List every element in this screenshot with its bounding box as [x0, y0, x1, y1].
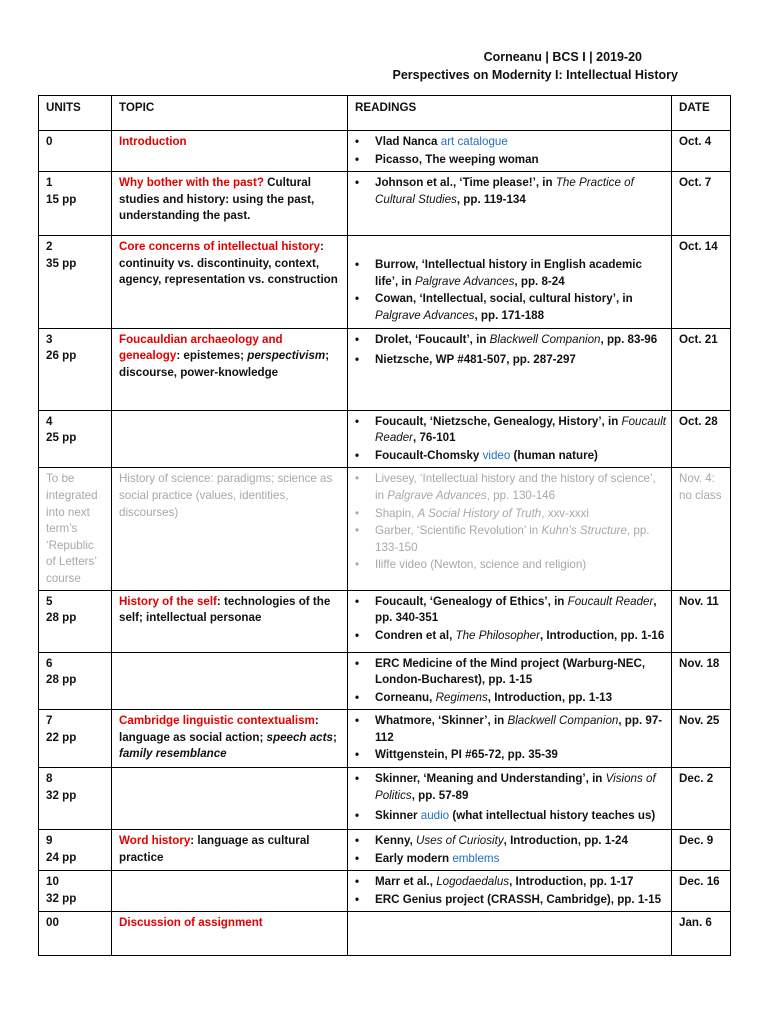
readings-cell [348, 172, 672, 236]
date-cell: Jan. 6 [672, 912, 731, 956]
unit-cell: 1 15 pp [39, 172, 112, 236]
reading-item: • Wittgenstein, PI #65-72, pp. 35-39 [355, 747, 666, 764]
unit-cell: 8 32 pp [39, 768, 112, 830]
topic-cell: Cambridge linguistic contextualism: language as social action; speech acts; family resemblance [112, 710, 348, 768]
table-row [39, 768, 731, 830]
header-date: DATE [672, 96, 731, 131]
table-row [39, 710, 731, 768]
topic-cell: History of the self: technologies of the self; intellectual personae [112, 590, 348, 652]
readings-cell [348, 768, 672, 830]
table-row [39, 871, 731, 912]
topic-cell: Why bother with the past? Cultural studies and history: using the past, understanding the past. [112, 172, 348, 236]
emblems-link[interactable]: emblems [452, 851, 500, 865]
table-row-deferred [39, 468, 731, 590]
reading-item: • ERC Medicine of the Mind project (Warburg-NEC, London-Bucharest), pp. 1-15 [355, 656, 666, 689]
readings-cell [348, 590, 672, 652]
reading-item: • Skinner audio (what intellectual history teaches us) [355, 808, 666, 825]
date-cell: Oct. 7 [672, 172, 731, 236]
table-row [39, 172, 731, 236]
topic-title: Introduction [119, 135, 187, 148]
readings-cell [348, 710, 672, 768]
unit-cell: To be integrated into next term’s ‘Republic of Letters’ course [39, 468, 112, 590]
reading-item: • Nietzsche, WP #481-507, pp. 287-297 [355, 352, 666, 369]
topic-cell: Word history: language as cultural practice [112, 830, 348, 871]
readings-cell [348, 871, 672, 912]
reading-item: • Johnson et al., ‘Time please!’, in The Practice of Cultural Studies, pp. 119-134 [355, 175, 666, 208]
reading-item: • Condren et al, The Philosopher, Introduction, pp. 1-16 [355, 628, 666, 645]
reading-item: • Kenny, Uses of Curiosity, Introduction, pp. 1-24 [355, 833, 666, 850]
video-link[interactable]: video [482, 448, 511, 462]
table-row [39, 410, 731, 468]
date-cell: Nov. 4: no class [672, 468, 731, 590]
table-row [39, 590, 731, 652]
reading-item: • Burrow, ‘Intellectual history in English academic life’, in Palgrave Advances, pp. 8-24 [355, 257, 666, 290]
art-catalogue-link[interactable]: art catalogue [440, 135, 508, 148]
readings-cell [348, 912, 672, 956]
unit-cell [39, 131, 112, 172]
date-cell: Nov. 11 [672, 590, 731, 652]
date-cell: Nov. 18 [672, 652, 731, 710]
topic-cell [112, 652, 348, 710]
unit-cell: 00 [39, 912, 112, 956]
unit-cell: 3 26 pp [39, 328, 112, 410]
unit-cell: 10 32 pp [39, 871, 112, 912]
reading-item: • Early modern emblems [355, 851, 666, 868]
readings-cell [348, 131, 672, 172]
reading-item: • Drolet, ‘Foucault’, in Blackwell Companion, pp. 83-96 [355, 332, 666, 349]
readings-cell [348, 410, 672, 468]
document-header [393, 48, 679, 84]
table-row [39, 830, 731, 871]
header-readings: READINGS [348, 96, 672, 131]
reading-item: • Garber, ‘Scientific Revolution’ in Kuhn’s Structure, pp. 133-150 [355, 523, 666, 556]
topic-cell [112, 871, 348, 912]
date-cell: Oct. 4 [672, 131, 731, 172]
topic-cell [112, 768, 348, 830]
header-topic: TOPIC [112, 96, 348, 131]
topic-cell [112, 131, 348, 172]
table-header-row [39, 96, 731, 131]
reading-item: • Skinner, ‘Meaning and Understanding’, in Visions of Politics, pp. 57-89 [355, 771, 666, 804]
unit-cell: 9 24 pp [39, 830, 112, 871]
reading-item: • Cowan, ‘Intellectual, social, cultural history’, in Palgrave Advances, pp. 171-188 [355, 291, 666, 324]
reading-item: • Marr et al., Logodaedalus, Introduction, pp. 1-17 [355, 874, 666, 891]
header-units: UNITS [39, 96, 112, 131]
table-row [39, 328, 731, 410]
topic-cell: Core concerns of intellectual history: continuity vs. discontinuity, context, agency, representation vs. construction [112, 236, 348, 328]
reading-item: • Foucault, ‘Nietzsche, Genealogy, History’, in Foucault Reader, 76-101 [355, 414, 666, 447]
reading-item: • Iliffe video (Newton, science and religion) [355, 557, 666, 574]
table-row [39, 236, 731, 328]
topic-cell [112, 410, 348, 468]
reading-item: • Whatmore, ‘Skinner’, in Blackwell Companion, pp. 97-112 [355, 713, 666, 746]
unit-number: 0 [46, 135, 53, 148]
table-row [39, 912, 731, 956]
date-cell: Dec. 16 [672, 871, 731, 912]
date-cell: Dec. 9 [672, 830, 731, 871]
table-row [39, 131, 731, 172]
reading-item: • ERC Genius project (CRASSH, Cambridge), pp. 1-15 [355, 892, 666, 909]
unit-cell: 2 35 pp [39, 236, 112, 328]
readings-cell [348, 830, 672, 871]
course-title: Perspectives on Modernity I: Intellectual History [392, 68, 678, 82]
readings-cell [348, 468, 672, 590]
date-cell: Oct. 28 [672, 410, 731, 468]
readings-cell [348, 328, 672, 410]
reading-item: • Vlad Nanca art catalogue [355, 134, 666, 151]
reading-item: • Shapin, A Social History of Truth, xxv-xxxi [355, 506, 666, 523]
unit-cell: 7 22 pp [39, 710, 112, 768]
unit-cell: 5 28 pp [39, 590, 112, 652]
topic-cell: History of science: paradigms; science as social practice (values, identities, discourses) [112, 468, 348, 590]
table-row [39, 652, 731, 710]
unit-cell: 4 25 pp [39, 410, 112, 468]
reading-item: • Livesey, ‘Intellectual history and the history of science’, in Palgrave Advances, pp. 130-146 [355, 471, 666, 504]
date-cell: Oct. 14 [672, 236, 731, 328]
course-code: Corneanu | BCS I | 2019-20 [483, 50, 642, 64]
date-cell: Nov. 25 [672, 710, 731, 768]
unit-cell: 6 28 pp [39, 652, 112, 710]
readings-cell [348, 652, 672, 710]
readings-cell [348, 236, 672, 328]
audio-link[interactable]: audio [420, 809, 450, 823]
reading-item: • Picasso, The weeping woman [355, 152, 666, 169]
date-cell: Oct. 21 [672, 328, 731, 410]
topic-cell: Foucauldian archaeology and genealogy: epistemes; perspectivism; discourse, power-knowledge [112, 328, 348, 410]
reading-item: • Corneanu, Regimens, Introduction, pp. 1-13 [355, 690, 666, 707]
date-cell: Dec. 2 [672, 768, 731, 830]
topic-cell: Discussion of assignment [112, 912, 348, 956]
reading-item: • Foucault-Chomsky video (human nature) [355, 448, 666, 465]
reading-item: • Foucault, ‘Genealogy of Ethics’, in Foucault Reader, pp. 340-351 [355, 594, 666, 627]
syllabus-table [38, 95, 731, 956]
